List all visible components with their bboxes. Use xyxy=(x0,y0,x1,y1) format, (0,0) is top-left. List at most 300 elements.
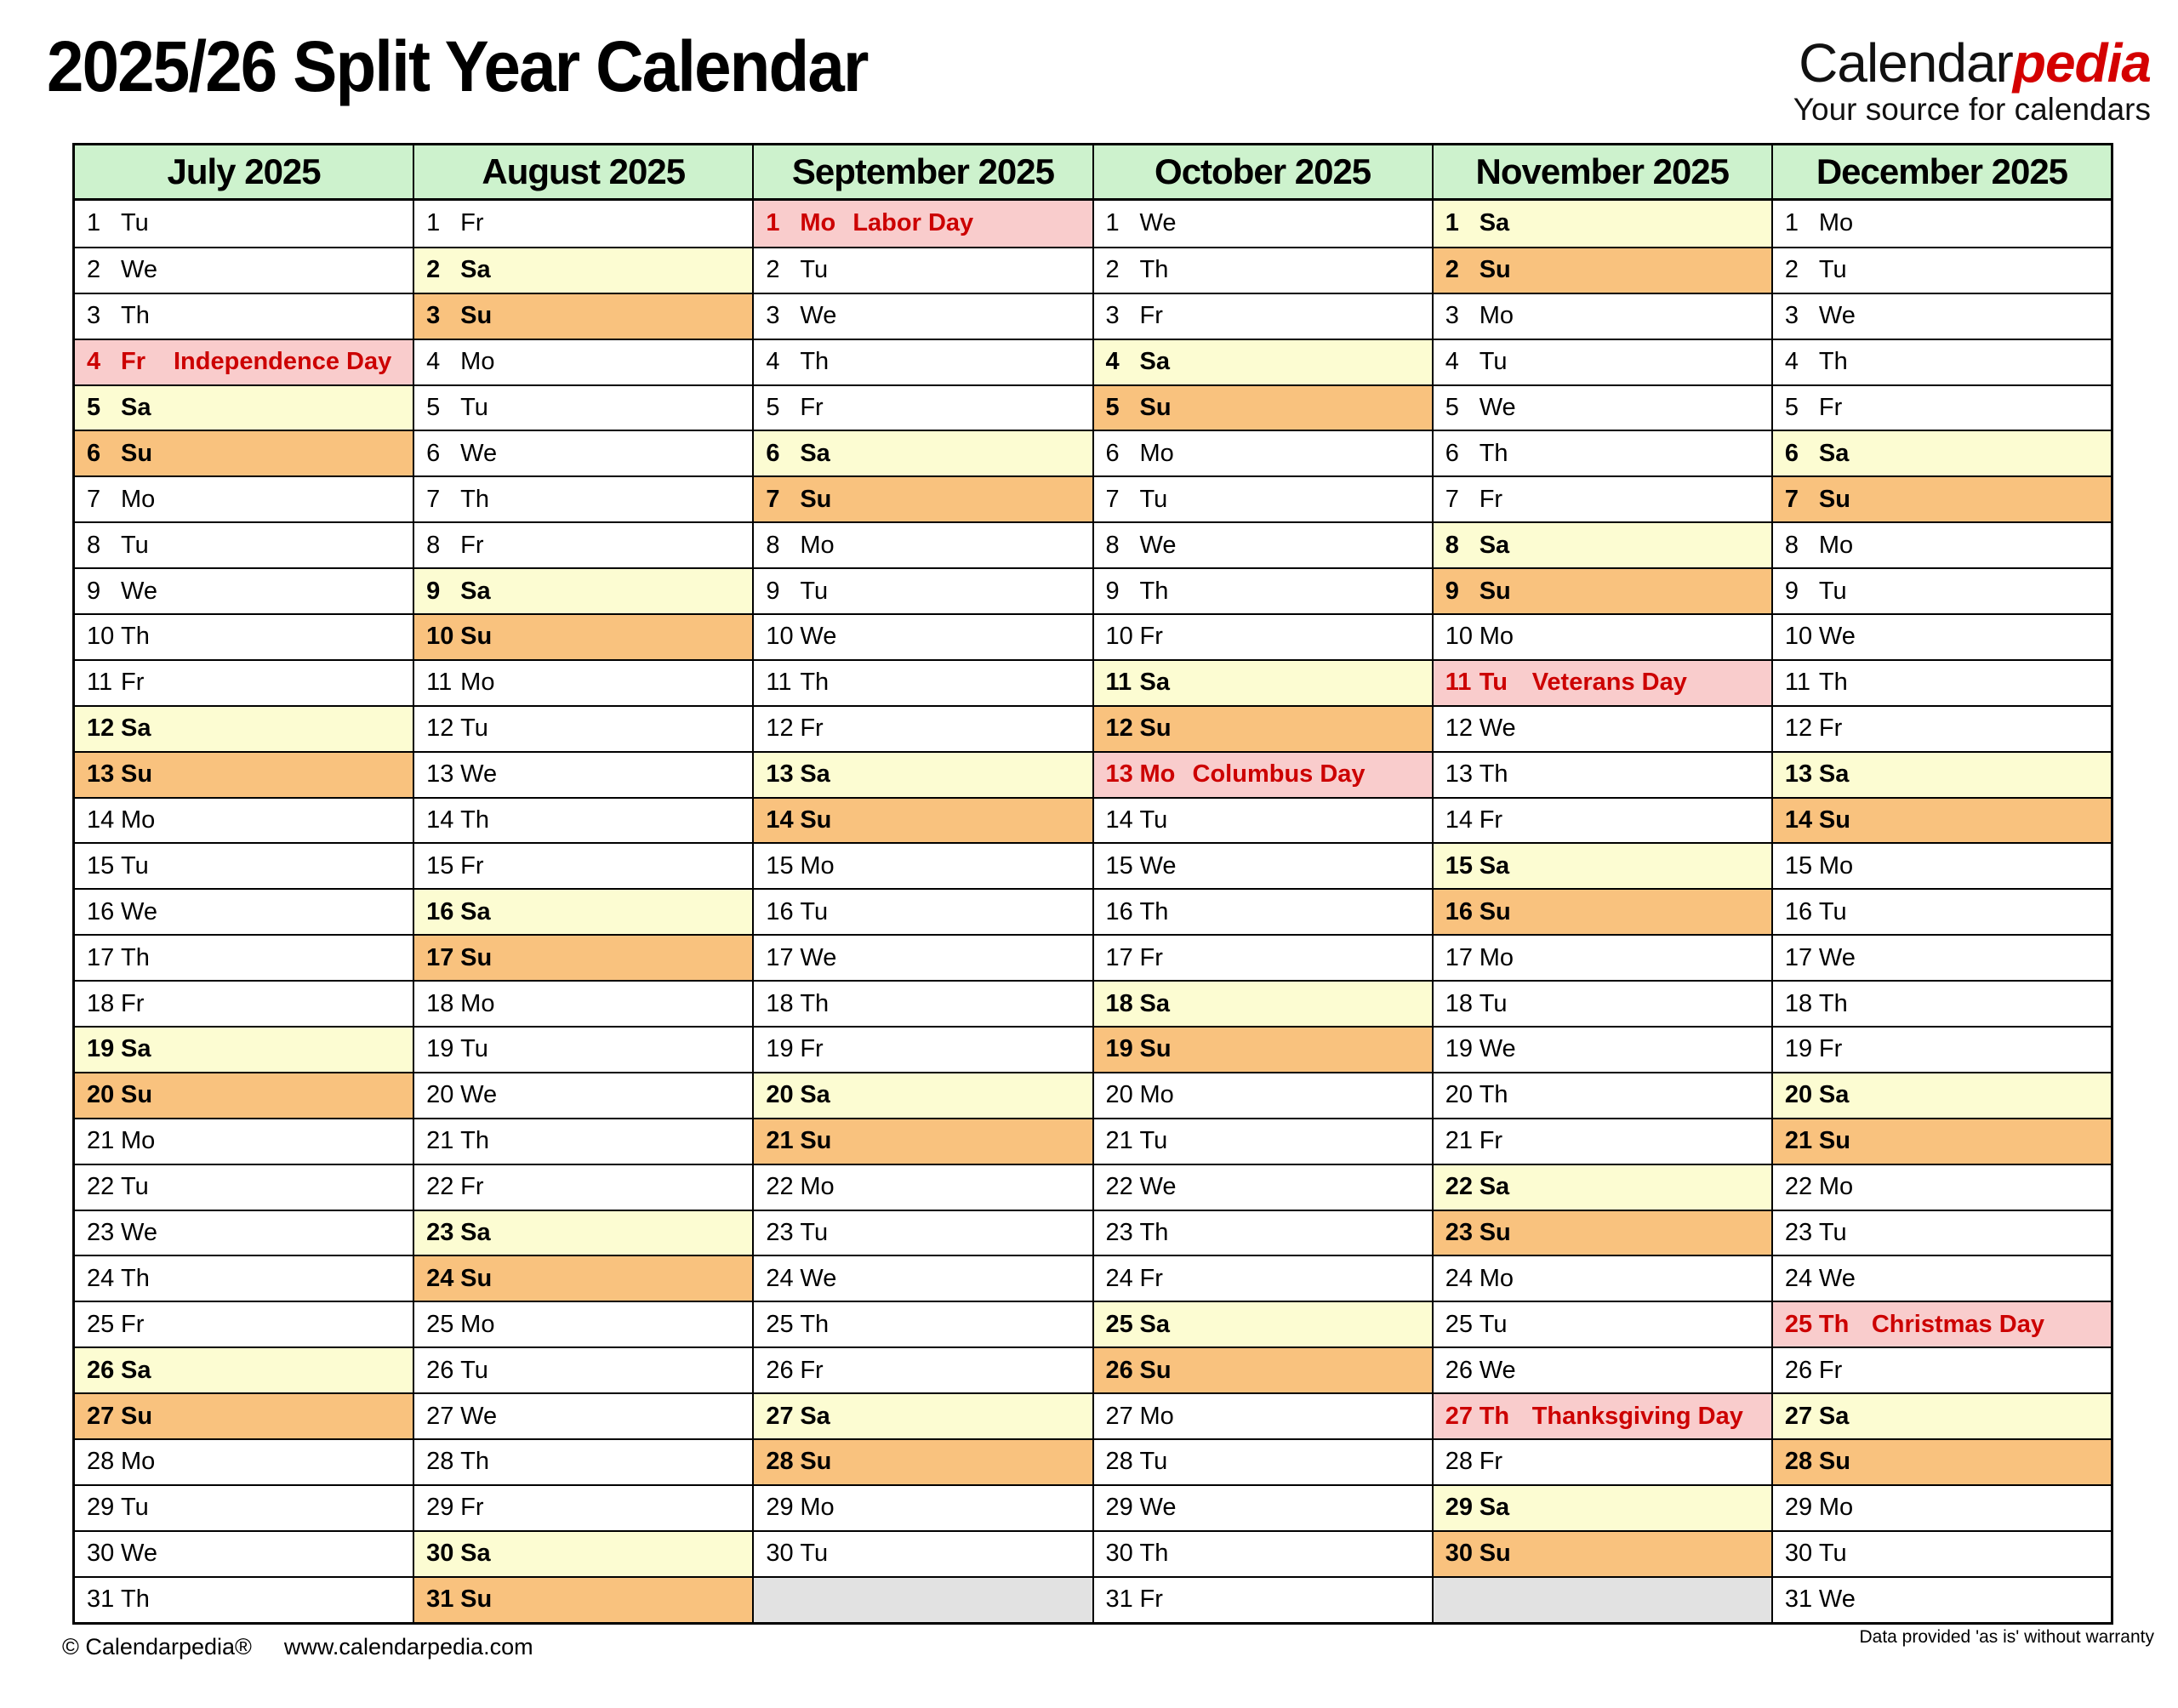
weekday-abbrev: Mo xyxy=(1818,531,1854,559)
day-number: 15 xyxy=(426,851,454,880)
day-number: 11 xyxy=(87,669,113,697)
day-cell xyxy=(75,1026,413,1072)
day-number: 24 xyxy=(87,1264,115,1292)
day-cell xyxy=(1094,842,1432,888)
weekday-abbrev: We xyxy=(1139,1494,1177,1522)
day-cell xyxy=(1094,705,1432,751)
weekday-abbrev: Mo xyxy=(1139,760,1176,789)
weekday-abbrev: Fr xyxy=(1818,1035,1843,1063)
day-number: 2 xyxy=(1105,256,1120,284)
day-cell xyxy=(75,797,413,843)
day-number: 8 xyxy=(1445,531,1459,559)
day-cell xyxy=(1094,1530,1432,1576)
day-cell xyxy=(1773,1164,2111,1210)
weekday-abbrev: Mo xyxy=(800,531,835,559)
weekday-abbrev: We xyxy=(1139,851,1177,880)
month-column-november xyxy=(1432,145,1771,1622)
day-number: 21 xyxy=(1105,1127,1133,1155)
day-number: 13 xyxy=(1784,760,1813,789)
weekday-abbrev: Tu xyxy=(1479,989,1508,1017)
day-cell xyxy=(1434,1484,1771,1530)
weekday-abbrev: Tu xyxy=(121,851,149,880)
weekday-abbrev: Th xyxy=(1818,348,1848,376)
weekday-abbrev: Mo xyxy=(460,669,495,697)
day-number: 14 xyxy=(87,806,115,834)
day-cell xyxy=(754,430,1092,475)
day-cell xyxy=(75,430,413,475)
day-cell xyxy=(1094,384,1432,430)
day-number: 18 xyxy=(426,989,454,1017)
day-cell xyxy=(75,1392,413,1438)
day-cell xyxy=(754,1164,1092,1210)
weekday-abbrev: Sa xyxy=(800,1402,830,1430)
day-cell xyxy=(1094,659,1432,705)
day-number: 8 xyxy=(426,531,441,559)
day-number: 30 xyxy=(1105,1540,1133,1568)
day-number: 7 xyxy=(87,485,101,513)
weekday-abbrev: Mo xyxy=(460,1310,495,1338)
month-column-july xyxy=(75,145,413,1622)
day-number: 30 xyxy=(1784,1540,1813,1568)
day-number: 8 xyxy=(766,531,780,559)
day-number: 17 xyxy=(1445,943,1473,971)
weekday-abbrev: Mo xyxy=(800,1494,835,1522)
day-cell xyxy=(1773,1484,2111,1530)
weekday-abbrev: Mo xyxy=(121,806,156,834)
weekday-abbrev: Tu xyxy=(1818,897,1847,925)
day-number: 9 xyxy=(766,577,780,605)
day-number: 22 xyxy=(1105,1173,1133,1201)
day-cell xyxy=(414,1576,752,1622)
weekday-abbrev: We xyxy=(1818,302,1856,330)
weekday-abbrev: Mo xyxy=(1818,851,1854,880)
weekday-abbrev: Th xyxy=(121,302,150,330)
weekday-abbrev: We xyxy=(1139,209,1177,237)
day-cell xyxy=(414,567,752,613)
day-cell xyxy=(75,1576,413,1622)
day-number: 25 xyxy=(1105,1310,1133,1338)
weekday-abbrev: We xyxy=(121,1219,157,1247)
weekday-abbrev: We xyxy=(800,623,837,651)
holiday-label: Independence Day xyxy=(174,348,392,376)
day-cell xyxy=(1773,659,2111,705)
weekday-abbrev: Mo xyxy=(1479,623,1514,651)
day-cell xyxy=(754,1210,1092,1255)
day-number: 1 xyxy=(87,209,101,237)
holiday-label: Thanksgiving Day xyxy=(1531,1402,1743,1430)
day-number: 15 xyxy=(766,851,794,880)
day-cell xyxy=(414,1438,752,1484)
day-number: 11 xyxy=(1784,669,1810,697)
day-cell xyxy=(414,339,752,384)
weekday-abbrev: Tu xyxy=(121,531,149,559)
weekday-abbrev: We xyxy=(121,256,157,284)
weekday-abbrev: Th xyxy=(1818,1310,1850,1338)
day-number: 25 xyxy=(1784,1310,1813,1338)
logo-text-pedia: pedia xyxy=(2012,32,2151,94)
weekday-abbrev: Mo xyxy=(1479,1264,1514,1292)
weekday-abbrev: We xyxy=(1479,715,1516,743)
weekday-abbrev: Su xyxy=(800,1448,832,1476)
day-cell xyxy=(414,1072,752,1118)
day-cell xyxy=(414,384,752,430)
day-number: 31 xyxy=(1105,1586,1133,1614)
weekday-abbrev: Th xyxy=(800,669,830,697)
day-cell xyxy=(1773,521,2111,567)
day-number: 25 xyxy=(87,1310,115,1338)
day-cell xyxy=(75,888,413,934)
weekday-abbrev: Sa xyxy=(121,1035,151,1063)
weekday-abbrev: Th xyxy=(121,1264,150,1292)
weekday-abbrev: Mo xyxy=(1479,943,1514,971)
day-cell xyxy=(75,705,413,751)
day-cell xyxy=(414,1530,752,1576)
day-cell xyxy=(1434,1210,1771,1255)
day-number: 12 xyxy=(766,715,794,743)
day-cell xyxy=(754,293,1092,339)
day-cell xyxy=(75,384,413,430)
day-number: 4 xyxy=(766,348,780,376)
day-number: 6 xyxy=(1105,439,1120,467)
day-cell xyxy=(414,201,752,247)
weekday-abbrev: Sa xyxy=(121,715,151,743)
day-number: 26 xyxy=(426,1356,454,1384)
day-number: 2 xyxy=(1445,256,1459,284)
day-number: 7 xyxy=(766,485,780,513)
day-cell xyxy=(1773,1438,2111,1484)
day-number: 31 xyxy=(426,1586,454,1614)
weekday-abbrev: Th xyxy=(1479,760,1508,789)
day-cell xyxy=(1094,475,1432,521)
day-cell xyxy=(414,1484,752,1530)
day-number: 10 xyxy=(1105,623,1133,651)
day-cell xyxy=(1094,1346,1432,1392)
weekday-abbrev: Th xyxy=(460,1448,490,1476)
weekday-abbrev: Sa xyxy=(1818,439,1850,467)
day-number: 25 xyxy=(426,1310,454,1338)
day-number: 31 xyxy=(1784,1586,1813,1614)
day-number: 22 xyxy=(1445,1173,1473,1201)
day-cell xyxy=(75,1210,413,1255)
day-number: 12 xyxy=(1105,715,1133,743)
page-title: 2025/26 Split Year Calendar xyxy=(47,26,868,106)
weekday-abbrev: Th xyxy=(800,1310,830,1338)
weekday-abbrev: Su xyxy=(1139,1035,1172,1063)
day-cell xyxy=(754,567,1092,613)
day-cell xyxy=(1094,1210,1432,1255)
weekday-abbrev: Fr xyxy=(1818,394,1843,421)
day-number: 29 xyxy=(87,1494,115,1522)
day-cell xyxy=(1773,1576,2111,1622)
weekday-abbrev: Tu xyxy=(1479,348,1508,376)
calendarpedia-logo xyxy=(1793,32,2151,127)
weekday-abbrev: Tu xyxy=(800,897,829,925)
day-cell xyxy=(414,293,752,339)
day-number: 27 xyxy=(1445,1402,1473,1430)
day-number: 1 xyxy=(766,209,780,237)
weekday-abbrev: Tu xyxy=(460,715,488,743)
day-number: 17 xyxy=(1784,943,1813,971)
weekday-abbrev: Tu xyxy=(460,1356,488,1384)
day-number: 17 xyxy=(87,943,115,971)
day-number: 18 xyxy=(1105,989,1133,1017)
footer-url[interactable]: www.calendarpedia.com xyxy=(283,1634,533,1660)
weekday-abbrev: Su xyxy=(1479,256,1511,284)
weekday-abbrev: Fr xyxy=(460,1494,484,1522)
weekday-abbrev: Fr xyxy=(1479,1127,1503,1155)
day-number: 5 xyxy=(426,394,441,421)
weekday-abbrev: Sa xyxy=(1818,1081,1850,1109)
day-cell xyxy=(1434,339,1771,384)
day-cell xyxy=(1434,430,1771,475)
day-number: 6 xyxy=(1445,439,1459,467)
day-cell xyxy=(1094,1164,1432,1210)
day-number: 3 xyxy=(766,302,780,330)
day-number: 26 xyxy=(1445,1356,1473,1384)
weekday-abbrev: Fr xyxy=(121,669,145,697)
weekday-abbrev: Su xyxy=(460,623,493,651)
day-cell xyxy=(1773,934,2111,980)
weekday-abbrev: Sa xyxy=(1479,209,1510,237)
day-number: 28 xyxy=(1445,1448,1473,1476)
day-cell xyxy=(414,1118,752,1164)
day-number: 19 xyxy=(1105,1035,1133,1063)
day-cell xyxy=(1773,1026,2111,1072)
day-number: 22 xyxy=(87,1173,115,1201)
day-cell xyxy=(414,659,752,705)
weekday-abbrev: Th xyxy=(800,989,830,1017)
day-number: 30 xyxy=(766,1540,794,1568)
day-number: 19 xyxy=(1784,1035,1813,1063)
day-cell xyxy=(1434,751,1771,797)
day-cell xyxy=(1773,247,2111,293)
day-cell xyxy=(75,1346,413,1392)
month-header: November 2025 xyxy=(1434,145,1771,201)
day-cell xyxy=(1773,613,2111,659)
day-cell xyxy=(1773,888,2111,934)
weekday-abbrev: Tu xyxy=(121,1494,149,1522)
weekday-abbrev: We xyxy=(1139,531,1177,559)
day-cell xyxy=(414,934,752,980)
weekday-abbrev: Mo xyxy=(1818,209,1854,237)
weekday-abbrev: Fr xyxy=(460,851,484,880)
day-number: 8 xyxy=(1784,531,1799,559)
day-number: 18 xyxy=(87,989,115,1017)
weekday-abbrev: We xyxy=(121,1540,157,1568)
day-number: 29 xyxy=(426,1494,454,1522)
day-number: 15 xyxy=(1105,851,1133,880)
weekday-abbrev: Fr xyxy=(1479,485,1503,513)
weekday-abbrev: Tu xyxy=(1139,485,1168,513)
weekday-abbrev: Su xyxy=(121,439,153,467)
day-cell xyxy=(1094,1301,1432,1346)
day-number: 6 xyxy=(1784,439,1799,467)
day-number: 1 xyxy=(1784,209,1799,237)
weekday-abbrev: Sa xyxy=(1818,760,1850,789)
holiday-label: Columbus Day xyxy=(1192,760,1366,789)
weekday-abbrev: Tu xyxy=(800,1540,829,1568)
day-number: 19 xyxy=(426,1035,454,1063)
day-cell xyxy=(754,1026,1092,1072)
day-number: 3 xyxy=(1105,302,1120,330)
weekday-abbrev: Mo xyxy=(1139,1081,1174,1109)
day-number: 16 xyxy=(766,897,794,925)
day-number: 29 xyxy=(1784,1494,1813,1522)
logo-wordmark xyxy=(1793,32,2151,94)
day-number: 2 xyxy=(426,256,441,284)
day-number: 4 xyxy=(426,348,441,376)
weekday-abbrev: We xyxy=(460,1081,498,1109)
day-number: 7 xyxy=(426,485,441,513)
day-cell xyxy=(75,293,413,339)
holiday-label: Labor Day xyxy=(852,209,974,237)
month-column-august xyxy=(413,145,752,1622)
day-number: 16 xyxy=(1784,897,1813,925)
day-number: 16 xyxy=(1445,897,1473,925)
weekday-abbrev: Fr xyxy=(800,394,824,421)
footer-copyright: © Calendarpedia® xyxy=(62,1634,252,1660)
day-number: 28 xyxy=(1784,1448,1813,1476)
day-cell xyxy=(414,980,752,1026)
day-cell xyxy=(75,339,413,384)
weekday-abbrev: Mo xyxy=(1139,439,1174,467)
day-number: 18 xyxy=(1784,989,1813,1017)
day-number: 16 xyxy=(87,897,115,925)
weekday-abbrev: Tu xyxy=(121,209,149,237)
day-cell xyxy=(754,1346,1092,1392)
day-number: 23 xyxy=(1105,1219,1133,1247)
day-number: 28 xyxy=(426,1448,454,1476)
empty-cell xyxy=(754,1576,1092,1622)
day-cell xyxy=(1094,980,1432,1026)
day-cell xyxy=(1773,339,2111,384)
day-number: 20 xyxy=(426,1081,454,1109)
weekday-abbrev: Sa xyxy=(460,256,491,284)
day-cell xyxy=(754,613,1092,659)
day-cell xyxy=(1434,1026,1771,1072)
day-cell xyxy=(754,1438,1092,1484)
day-number: 12 xyxy=(1784,715,1813,743)
weekday-abbrev: Th xyxy=(460,806,490,834)
day-number: 30 xyxy=(1445,1540,1473,1568)
weekday-abbrev: Fr xyxy=(121,989,145,1017)
day-number: 1 xyxy=(1105,209,1120,237)
day-cell xyxy=(754,201,1092,247)
day-cell xyxy=(754,980,1092,1026)
day-cell xyxy=(754,475,1092,521)
day-cell xyxy=(75,1530,413,1576)
day-number: 7 xyxy=(1445,485,1459,513)
day-number: 27 xyxy=(1784,1402,1813,1430)
month-column-september xyxy=(752,145,1092,1622)
day-cell xyxy=(1094,293,1432,339)
day-cell xyxy=(1773,1346,2111,1392)
day-cell xyxy=(1434,247,1771,293)
weekday-abbrev: Tu xyxy=(800,1219,829,1247)
day-cell xyxy=(754,521,1092,567)
day-number: 9 xyxy=(1445,577,1459,605)
weekday-abbrev: Sa xyxy=(460,1219,491,1247)
weekday-abbrev: Fr xyxy=(1139,943,1163,971)
weekday-abbrev: We xyxy=(121,577,157,605)
calendar-grid xyxy=(72,143,2113,1625)
day-cell xyxy=(1773,705,2111,751)
day-number: 22 xyxy=(1784,1173,1813,1201)
month-header: September 2025 xyxy=(754,145,1092,201)
day-number: 17 xyxy=(1105,943,1133,971)
day-number: 4 xyxy=(87,348,101,376)
weekday-abbrev: We xyxy=(1818,943,1856,971)
day-number: 8 xyxy=(87,531,101,559)
day-cell xyxy=(414,1026,752,1072)
day-cell xyxy=(1434,1438,1771,1484)
day-number: 9 xyxy=(1105,577,1120,605)
day-cell xyxy=(1773,1072,2111,1118)
day-number: 21 xyxy=(426,1127,454,1155)
weekday-abbrev: We xyxy=(1479,394,1516,421)
day-cell xyxy=(1434,475,1771,521)
day-number: 14 xyxy=(1784,806,1813,834)
day-cell xyxy=(754,1118,1092,1164)
month-header: October 2025 xyxy=(1094,145,1432,201)
day-number: 6 xyxy=(87,439,101,467)
day-cell xyxy=(1434,1255,1771,1301)
day-cell xyxy=(754,797,1092,843)
weekday-abbrev: Tu xyxy=(1818,1219,1847,1247)
day-cell xyxy=(1094,1392,1432,1438)
day-number: 6 xyxy=(766,439,780,467)
day-number: 16 xyxy=(1105,897,1133,925)
day-number: 4 xyxy=(1105,348,1120,376)
day-cell xyxy=(414,1392,752,1438)
weekday-abbrev: Sa xyxy=(1818,1402,1850,1430)
day-cell xyxy=(414,1255,752,1301)
day-number: 26 xyxy=(1105,1356,1133,1384)
weekday-abbrev: Fr xyxy=(1479,1448,1503,1476)
day-cell xyxy=(1094,797,1432,843)
day-cell xyxy=(1094,888,1432,934)
day-cell xyxy=(1773,293,2111,339)
weekday-abbrev: Su xyxy=(1479,577,1511,605)
day-cell xyxy=(1094,567,1432,613)
day-cell xyxy=(414,1210,752,1255)
day-cell xyxy=(1094,247,1432,293)
weekday-abbrev: We xyxy=(800,302,837,330)
day-cell xyxy=(414,842,752,888)
month-header: August 2025 xyxy=(414,145,752,201)
weekday-abbrev: Su xyxy=(460,1586,493,1614)
weekday-abbrev: Sa xyxy=(1139,1310,1170,1338)
day-number: 21 xyxy=(766,1127,794,1155)
day-number: 19 xyxy=(766,1035,794,1063)
day-number: 29 xyxy=(1105,1494,1133,1522)
weekday-abbrev: Su xyxy=(800,1127,832,1155)
holiday-label: Christmas Day xyxy=(1871,1310,2044,1338)
month-column-december xyxy=(1771,145,2111,1622)
weekday-abbrev: Th xyxy=(1479,1402,1510,1430)
day-cell xyxy=(1094,1118,1432,1164)
weekday-abbrev: Sa xyxy=(1139,989,1170,1017)
day-cell xyxy=(1773,567,2111,613)
weekday-abbrev: Sa xyxy=(121,1356,151,1384)
day-number: 3 xyxy=(1445,302,1459,330)
weekday-abbrev: Fr xyxy=(1139,302,1163,330)
day-cell xyxy=(75,842,413,888)
weekday-abbrev: Su xyxy=(1818,1127,1850,1155)
day-number: 2 xyxy=(766,256,780,284)
day-number: 8 xyxy=(1105,531,1120,559)
day-number: 19 xyxy=(1445,1035,1473,1063)
